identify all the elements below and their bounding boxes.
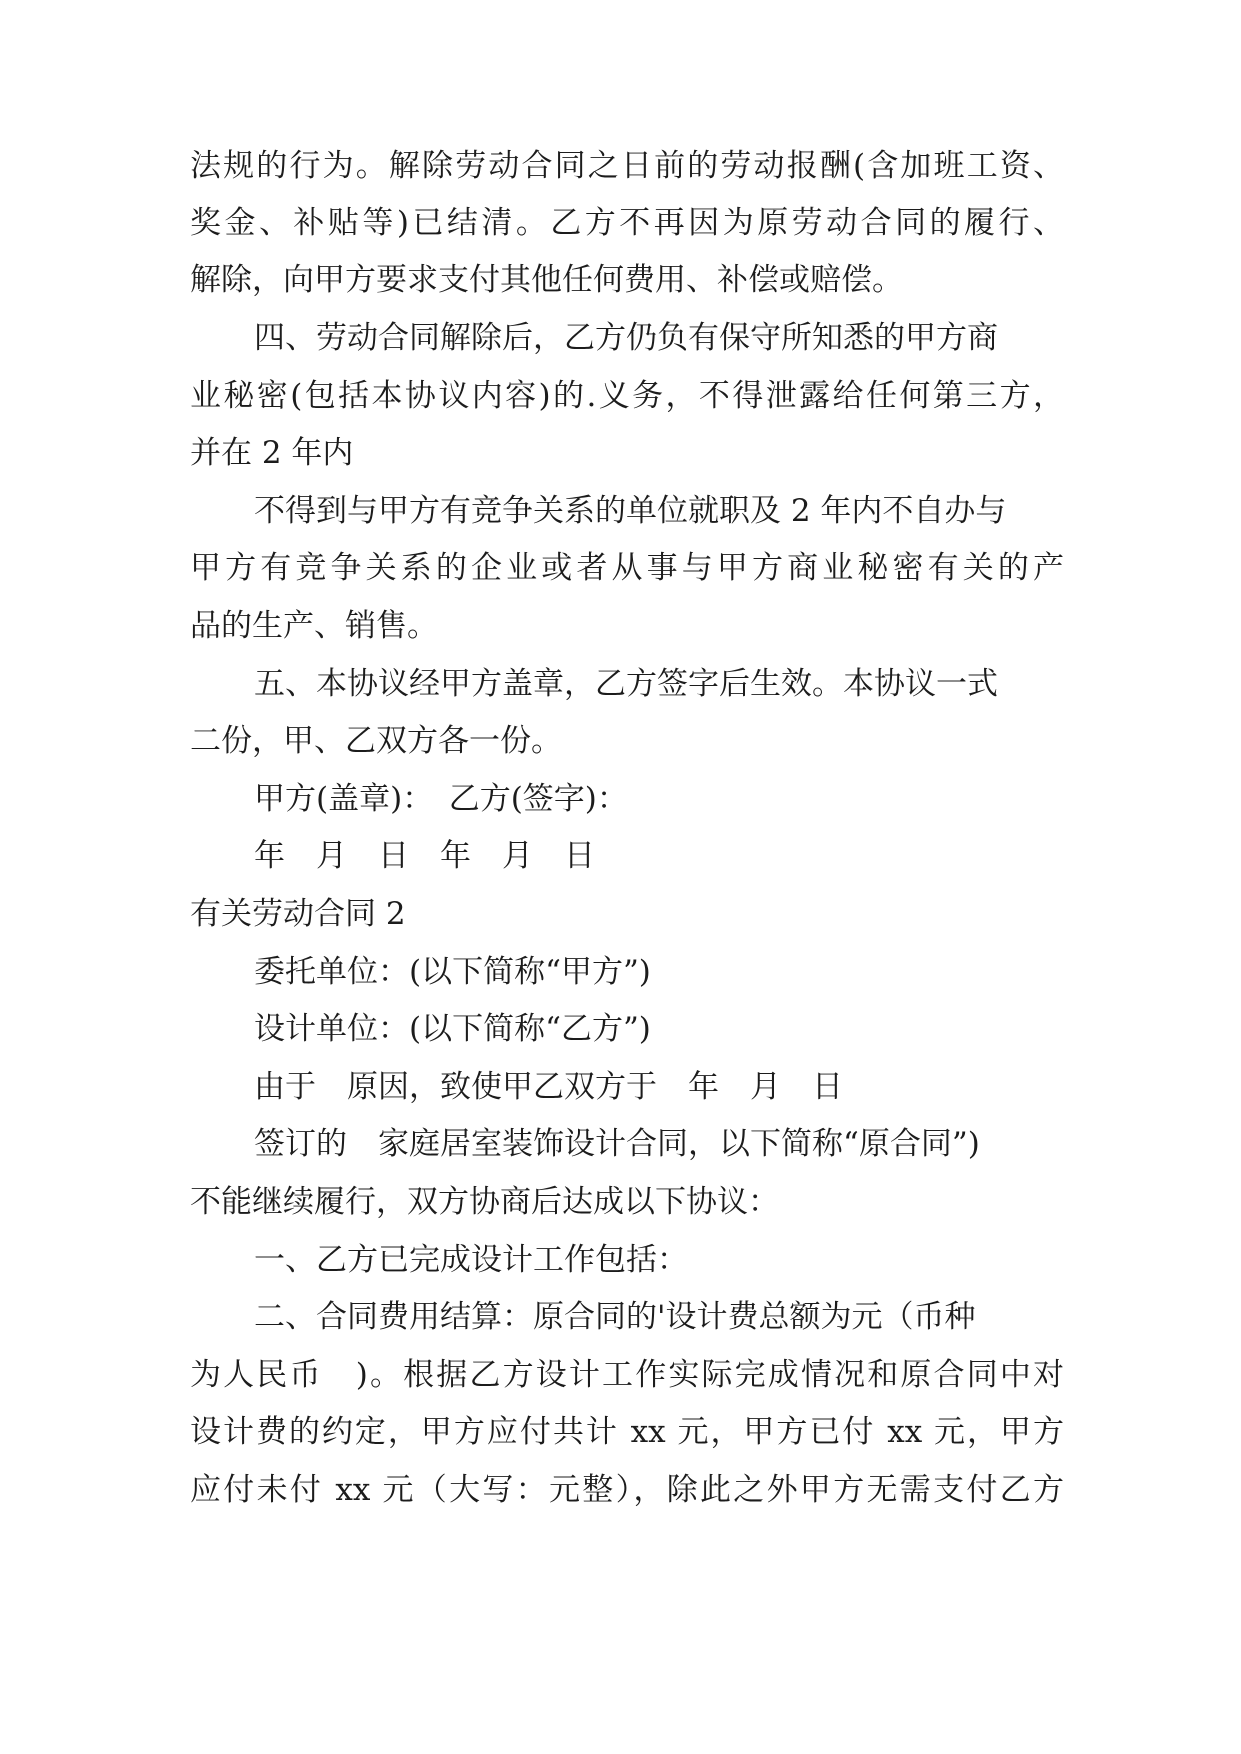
body-text-line: 四、劳动合同解除后，乙方仍负有保守所知悉的甲方商 bbox=[254, 320, 998, 356]
body-text-line: 不能继续履行，双方协商后达成以下协议： bbox=[190, 1184, 779, 1220]
body-text-line: 为人民币 )。根据乙方设计工作实际完成情况和原合同中对 bbox=[190, 1357, 1064, 1393]
body-text-line: 业秘密(包括本协议内容)的.义务，不得泄露给任何第三方， bbox=[190, 378, 1064, 414]
body-text-line: 品的生产、销售。 bbox=[190, 608, 438, 644]
date-line: 年 月 日 年 月 日 bbox=[254, 838, 595, 874]
body-text-line: 二、合同费用结算：原合同的'设计费总额为元（币种 bbox=[254, 1299, 976, 1335]
body-text-line: 不得到与甲方有竞争关系的单位就职及 2 年内不自办与 bbox=[254, 493, 1007, 529]
body-text-line: 解除，向甲方要求支付其他任何费用、补偿或赔偿。 bbox=[190, 262, 903, 298]
body-text-line: 五、本协议经甲方盖章，乙方签字后生效。本协议一式 bbox=[254, 666, 998, 702]
body-text-line: 并在 2 年内 bbox=[190, 435, 354, 471]
body-text-line: 设计费的约定，甲方应付共计 xx 元，甲方已付 xx 元，甲方 bbox=[190, 1414, 1064, 1450]
body-text-line: 法规的行为。解除劳动合同之日前的劳动报酬(含加班工资、 bbox=[190, 148, 1064, 184]
body-text-line: 二份，甲、乙双方各一份。 bbox=[190, 723, 562, 759]
body-text-line: 设计单位：(以下简称“乙方”) bbox=[254, 1011, 651, 1047]
body-text-line: 应付未付 xx 元（大写：元整），除此之外甲方无需支付乙方 bbox=[190, 1472, 1064, 1508]
body-text-line: 奖金、补贴等)已结清。乙方不再因为原劳动合同的履行、 bbox=[190, 205, 1064, 241]
body-text-line: 签订的 家庭居室装饰设计合同，以下简称“原合同”) bbox=[254, 1126, 980, 1162]
signature-line: 甲方(盖章)： 乙方(签字)： bbox=[254, 781, 628, 817]
section-heading: 有关劳动合同 2 bbox=[190, 896, 406, 932]
body-text-line: 由于 原因，致使甲乙双方于 年 月 日 bbox=[254, 1069, 843, 1105]
body-text-line: 甲方有竞争关系的企业或者从事与甲方商业秘密有关的产 bbox=[190, 550, 1064, 586]
body-text-line: 一、乙方已完成设计工作包括： bbox=[254, 1242, 688, 1278]
body-text-line: 委托单位：(以下简称“甲方”) bbox=[254, 954, 651, 990]
